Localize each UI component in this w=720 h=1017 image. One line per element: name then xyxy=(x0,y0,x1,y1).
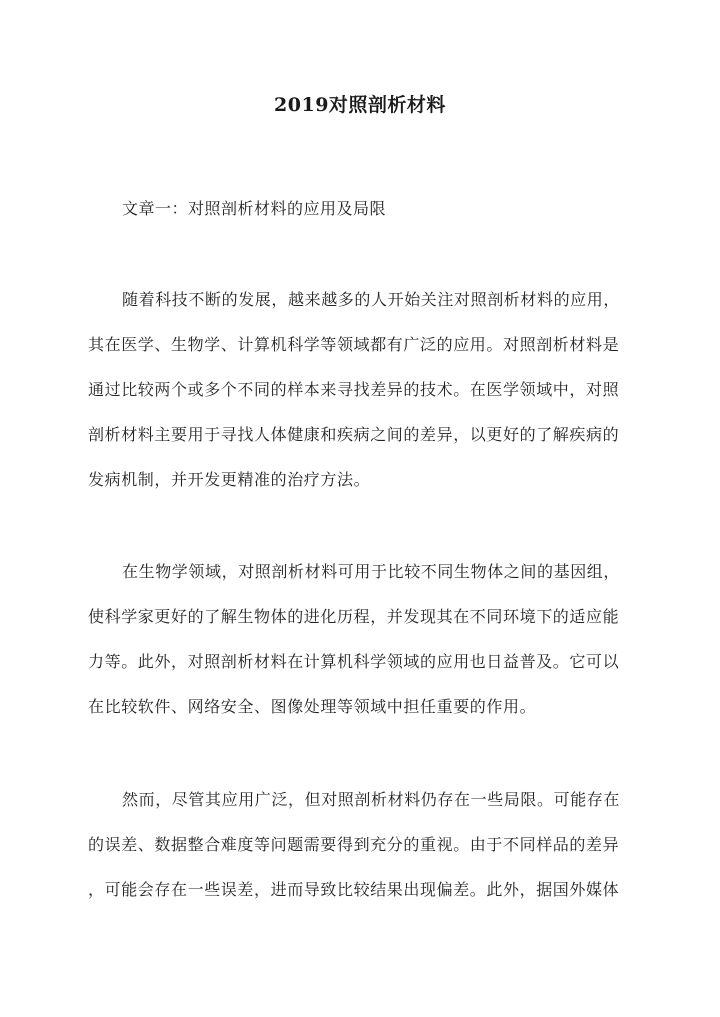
paragraph-line: 通过比较两个或多个不同的样本来寻找差异的技术。在医学领域中，对照 xyxy=(88,380,620,399)
paragraph-line: 其在医学、生物学、计算机科学等领域都有广泛的应用。对照剖析材料是 xyxy=(88,335,620,354)
paragraph-line: 发病机制，并开发更精准的治疗方法。 xyxy=(88,470,371,489)
paragraph-line: 在比较软件、网络安全、图像处理等领域中担任重要的作用。 xyxy=(88,697,537,716)
paragraph-line: 在生物学领域，对照剖析材料可用于比较不同生物体之间的基因组， xyxy=(122,562,621,581)
paragraph-line: 使科学家更好的了解生物体的进化历程，并发现其在不同环境下的适应能 xyxy=(88,607,620,626)
paragraph-line: 然而，尽管其应用广泛，但对照剖析材料仍存在一些局限。可能存在 xyxy=(122,790,621,809)
article-subtitle: 文章一：对照剖析材料的应用及局限 xyxy=(122,199,387,218)
document-title: 2019对照剖析材料 xyxy=(274,94,446,116)
paragraph-line: 力等。此外，对照剖析材料在计算机科学领域的应用也日益普及。它可以 xyxy=(88,652,620,671)
paragraph-line: ，可能会存在一些误差，进而导致比较结果出现偏差。此外，据国外媒体 xyxy=(88,880,620,899)
paragraph-line: 随着科技不断的发展，越来越多的人开始关注对照剖析材料的应用， xyxy=(122,290,621,309)
paragraph-line: 剖析材料主要用于寻找人体健康和疾病之间的差异，以更好的了解疾病的 xyxy=(88,425,620,444)
paragraph-line: 的误差、数据整合难度等问题需要得到充分的重视。由于不同样品的差异 xyxy=(88,835,620,854)
